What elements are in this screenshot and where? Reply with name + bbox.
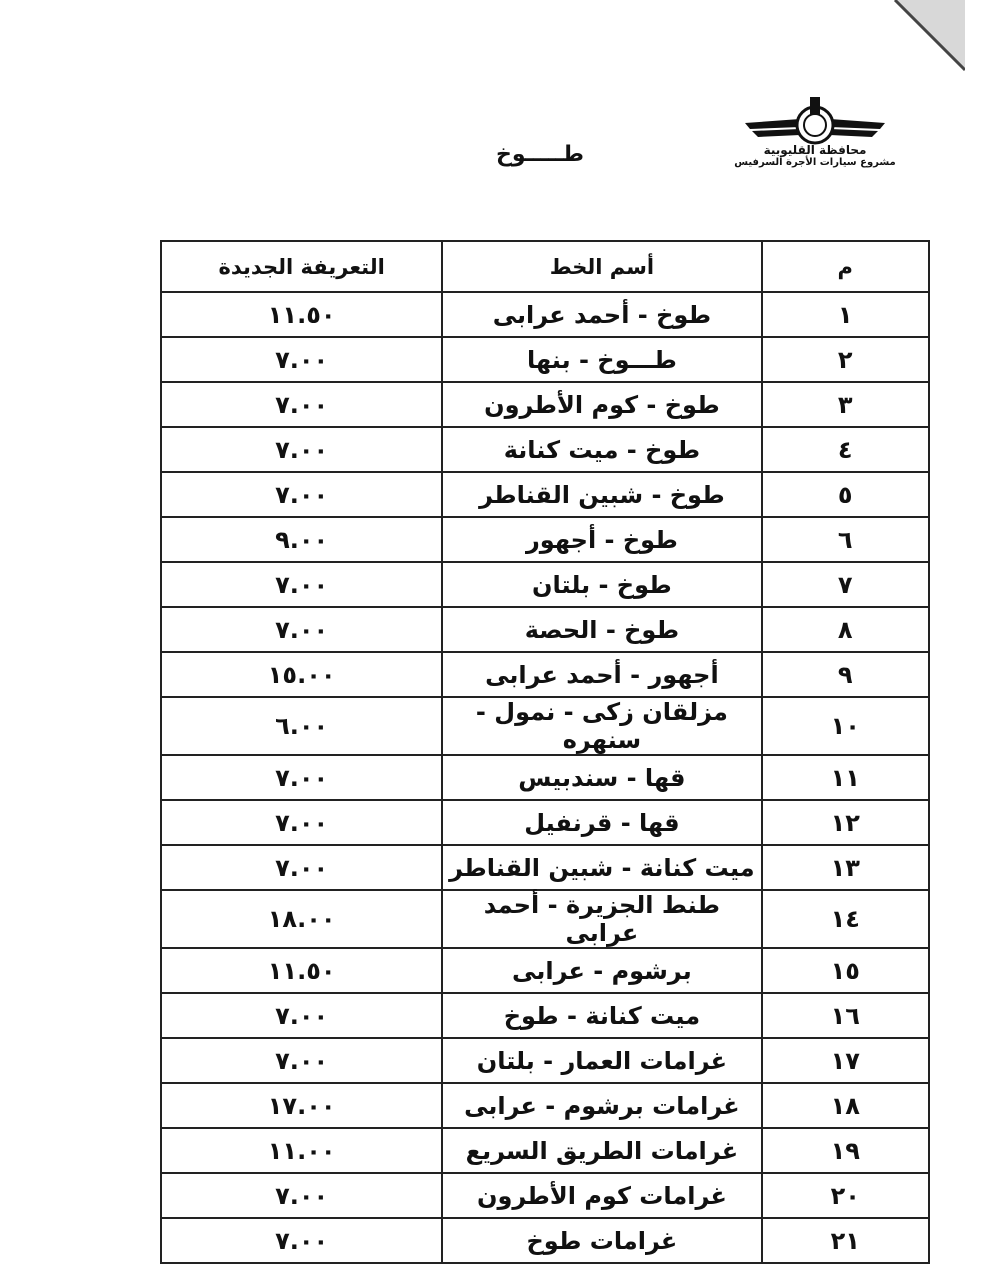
header-new-fare: التعريفة الجديدة [161,241,442,292]
table-row [161,382,929,427]
route-name: غرامات برشوم - عرابى [442,1083,761,1128]
table-row [161,292,929,337]
fare-value: ٧.٠٠ [161,800,442,845]
row-number: ١٣ [762,845,930,890]
header-number: م [762,241,930,292]
table-row [161,890,929,948]
table-row [161,697,929,755]
table-row [161,652,929,697]
fare-value: ٧.٠٠ [161,427,442,472]
row-number: ٥ [762,472,930,517]
route-name: مزلقان زكى - نمول - سنهره [442,697,761,755]
fares-table [160,240,930,1264]
route-name: غرامات الطريق السريع [442,1128,761,1173]
winged-emblem-icon [740,95,890,147]
fare-value: ٧.٠٠ [161,1038,442,1083]
route-name: قها - قرنفيل [442,800,761,845]
page-corner-fold [865,0,965,100]
table-header-row [161,241,929,292]
route-name: طوخ - أجهور [442,517,761,562]
route-name: طوخ - شبين القناطر [442,472,761,517]
row-number: ١٢ [762,800,930,845]
row-number: ١٤ [762,890,930,948]
row-number: ١٨ [762,1083,930,1128]
route-name: قها - سندبيس [442,755,761,800]
route-name: غرامات طوخ [442,1218,761,1263]
route-name: غرامات العمار - بلتان [442,1038,761,1083]
route-name: طنط الجزيرة - أحمد عرابى [442,890,761,948]
table-row [161,427,929,472]
logo-project-name: مشروع سيارات الأجرة السرفيس [734,157,896,168]
row-number: ٧ [762,562,930,607]
table-row [161,517,929,562]
row-number: ١١ [762,755,930,800]
fare-value: ٧.٠٠ [161,993,442,1038]
fare-value: ٩.٠٠ [161,517,442,562]
table-row [161,1083,929,1128]
row-number: ١٧ [762,1038,930,1083]
table-row [161,1218,929,1263]
row-number: ١٥ [762,948,930,993]
fare-value: ٧.٠٠ [161,337,442,382]
route-name: طوخ - كوم الأطرون [442,382,761,427]
row-number: ١٦ [762,993,930,1038]
fare-value: ١١.٠٠ [161,1128,442,1173]
table-row [161,472,929,517]
governorate-logo [730,95,900,185]
route-name: طوخ - ميت كنانة [442,427,761,472]
table-row [161,1128,929,1173]
row-number: ٢ [762,337,930,382]
fare-value: ٧.٠٠ [161,1173,442,1218]
fare-value: ٧.٠٠ [161,562,442,607]
route-name: طـــوخ - بنها [442,337,761,382]
row-number: ٩ [762,652,930,697]
logo-governorate-name: محافظة القليوبية [763,143,867,157]
header-route-name: أسم الخط [442,241,761,292]
table-row [161,337,929,382]
table-row [161,562,929,607]
row-number: ٨ [762,607,930,652]
table-row [161,1173,929,1218]
fare-value: ٧.٠٠ [161,607,442,652]
fare-value: ٧.٠٠ [161,755,442,800]
fare-value: ٧.٠٠ [161,382,442,427]
fare-value: ١١.٥٠ [161,948,442,993]
route-name: برشوم - عرابى [442,948,761,993]
row-number: ٦ [762,517,930,562]
route-name: طوخ - بلتان [442,562,761,607]
table-row [161,845,929,890]
row-number: ١٩ [762,1128,930,1173]
page-title: طـــــوخ [496,142,584,167]
route-name: طوخ - الحصة [442,607,761,652]
row-number: ١٠ [762,697,930,755]
fare-value: ٧.٠٠ [161,472,442,517]
fare-value: ١٧.٠٠ [161,1083,442,1128]
route-name: طوخ - أحمد عرابى [442,292,761,337]
fare-value: ٦.٠٠ [161,697,442,755]
row-number: ٣ [762,382,930,427]
route-name: أجهور - أحمد عرابى [442,652,761,697]
fare-value: ٧.٠٠ [161,1218,442,1263]
row-number: ٤ [762,427,930,472]
table-row [161,1038,929,1083]
route-name: ميت كنانة - طوخ [442,993,761,1038]
fare-value: ١١.٥٠ [161,292,442,337]
route-name: ميت كنانة - شبين القناطر [442,845,761,890]
fare-value: ١٥.٠٠ [161,652,442,697]
row-number: ١ [762,292,930,337]
table-row [161,800,929,845]
row-number: ٢٠ [762,1173,930,1218]
fare-value: ١٨.٠٠ [161,890,442,948]
row-number: ٢١ [762,1218,930,1263]
fare-value: ٧.٠٠ [161,845,442,890]
table-row [161,993,929,1038]
table-row [161,948,929,993]
table-row [161,607,929,652]
route-name: غرامات كوم الأطرون [442,1173,761,1218]
table-row [161,755,929,800]
